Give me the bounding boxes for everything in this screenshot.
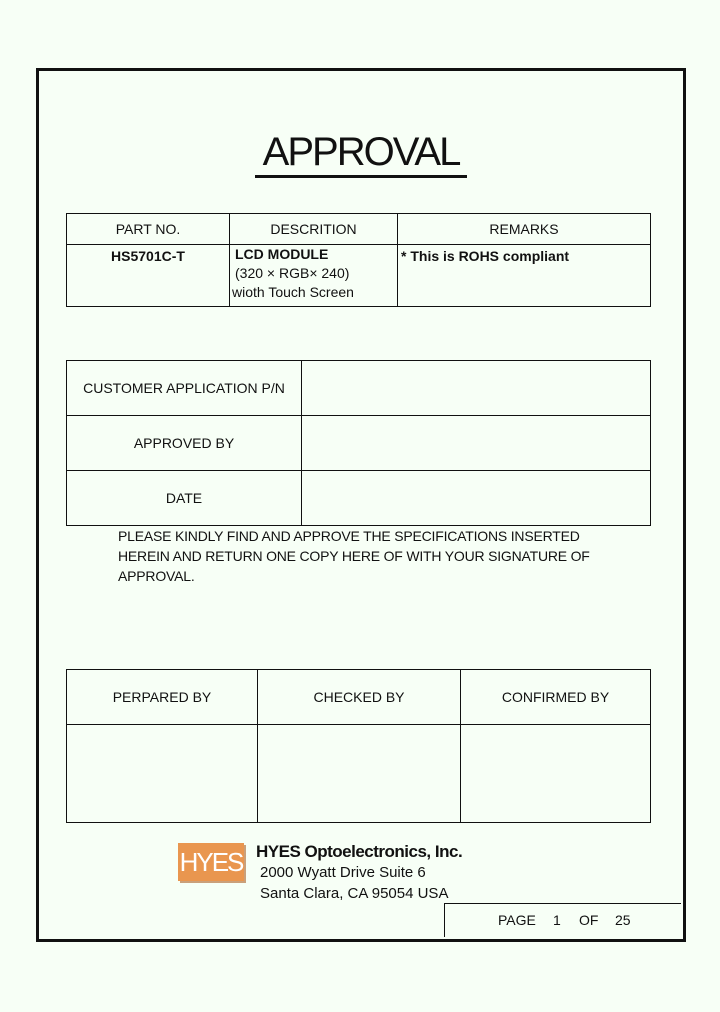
address-line-2: Santa Clara, CA 95054 USA xyxy=(260,885,449,902)
page-label: PAGE xyxy=(498,912,536,928)
description-line-1: LCD MODULE xyxy=(235,246,329,262)
header-remarks: REMARKS xyxy=(398,214,651,245)
customer-table xyxy=(66,360,651,526)
prepared-by-header: PERPARED BY xyxy=(67,670,258,725)
approved-by-label: APPROVED BY xyxy=(67,416,302,471)
company-logo xyxy=(178,843,244,881)
notice-line-2: HEREIN AND RETURN ONE COPY HERE OF WITH YOUR SIGNATURE OF APPROVAL. xyxy=(118,548,590,584)
page-current: 1 xyxy=(553,912,561,928)
signature-table xyxy=(66,669,651,823)
part-number: HS5701C-T xyxy=(67,245,230,307)
description-line-3: wioth Touch Screen xyxy=(232,284,354,300)
approved-by-field[interactable] xyxy=(302,416,651,471)
date-field[interactable] xyxy=(302,471,651,526)
page-total: 25 xyxy=(615,912,631,928)
confirmed-by-signature[interactable] xyxy=(461,725,651,823)
header-part-no: PART NO. xyxy=(67,214,230,245)
page-indicator xyxy=(444,903,681,937)
date-label: DATE xyxy=(67,471,302,526)
prepared-by-signature[interactable] xyxy=(67,725,258,823)
address-line-1: 2000 Wyatt Drive Suite 6 xyxy=(260,864,426,881)
description-cell xyxy=(230,245,398,307)
checked-by-signature[interactable] xyxy=(258,725,461,823)
description-line-2: (320 × RGB× 240) xyxy=(235,265,350,281)
remarks-cell: * This is ROHS compliant xyxy=(398,245,651,307)
approval-notice xyxy=(118,526,658,586)
logo-text: HYES xyxy=(179,847,243,877)
notice-line-1: PLEASE KINDLY FIND AND APPROVE THE SPECIFICATIONS INSERTED xyxy=(118,528,580,544)
confirmed-by-header: CONFIRMED BY xyxy=(461,670,651,725)
page-title: APPROVAL xyxy=(255,130,467,178)
customer-application-field[interactable] xyxy=(302,361,651,416)
checked-by-header: CHECKED BY xyxy=(258,670,461,725)
customer-application-label: CUSTOMER APPLICATION P/N xyxy=(67,361,302,416)
header-description: DESCRITION xyxy=(230,214,398,245)
company-name: HYES Optoelectronics, Inc. xyxy=(256,842,463,861)
page-of-label: OF xyxy=(579,912,599,928)
parts-table xyxy=(66,213,651,307)
